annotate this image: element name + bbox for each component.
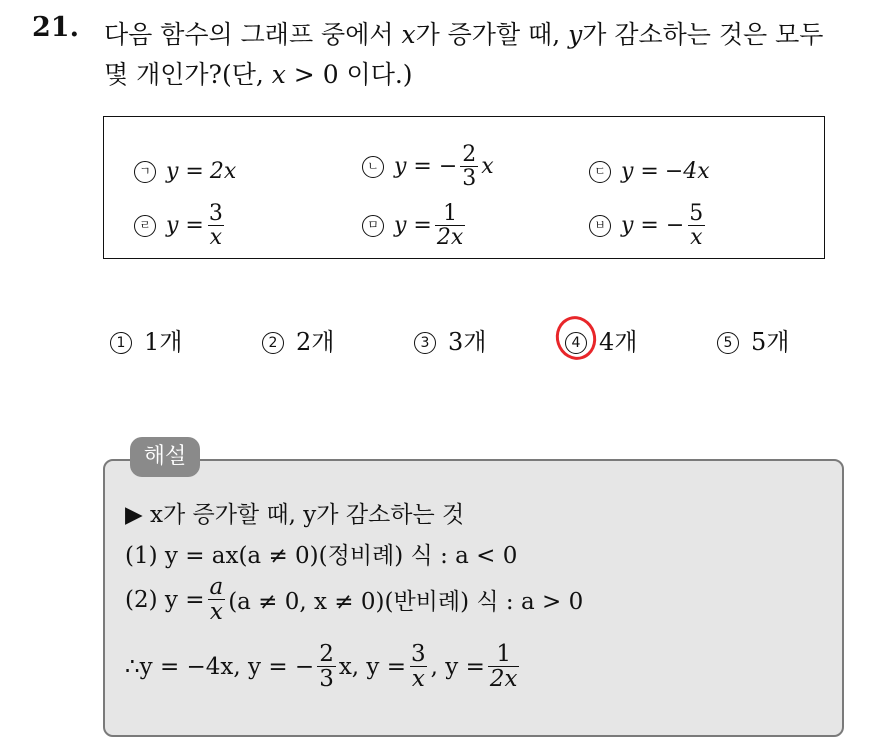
- choice-number: 5: [717, 332, 739, 354]
- numerator: 3: [208, 201, 223, 226]
- fraction: [207, 575, 225, 624]
- fraction: [435, 202, 465, 249]
- option-lhs: y = −: [394, 154, 458, 180]
- denominator: 2x: [436, 225, 464, 251]
- choice-number: 4: [565, 332, 587, 354]
- solution-text: x, y =: [338, 653, 406, 680]
- var-x: x: [401, 20, 416, 49]
- option-marker: ㄹ: [134, 215, 156, 237]
- question-text: 가 증가할 때,: [415, 20, 569, 49]
- option-marker: ㄴ: [362, 156, 384, 178]
- numerator: 2: [462, 142, 477, 167]
- numerator: 3: [411, 641, 426, 667]
- choice-label: 3개: [448, 328, 487, 356]
- option-f: [589, 202, 708, 249]
- denominator: x: [411, 666, 425, 693]
- choice-number: 3: [414, 332, 436, 354]
- denominator: 3: [319, 666, 334, 693]
- option-tail: x: [481, 154, 494, 180]
- option-e: [362, 202, 468, 249]
- choice-3[interactable]: [414, 322, 486, 357]
- choice-1[interactable]: [110, 322, 182, 357]
- option-lhs: y =: [166, 159, 204, 184]
- denominator: 2x: [489, 666, 518, 693]
- fraction: [488, 642, 520, 691]
- fraction: [409, 642, 428, 691]
- option-lhs: y = −: [621, 213, 685, 239]
- choice-5[interactable]: [717, 322, 789, 357]
- fraction: [687, 202, 705, 249]
- option-marker: ㅂ: [589, 215, 611, 237]
- choice-2[interactable]: [262, 322, 334, 357]
- denominator: x: [690, 225, 703, 251]
- option-rhs: −4x: [664, 159, 710, 184]
- question-text: 몇 개인가?(단,: [104, 60, 272, 89]
- solution-text: , y =: [430, 653, 485, 680]
- option-a: [134, 159, 236, 184]
- solution-text: ∴y = −4x, y = −: [125, 653, 315, 680]
- question-text: > 0 이다.): [285, 60, 413, 89]
- solution-line1: ▶ x가 증가할 때, y가 감소하는 것: [125, 502, 465, 528]
- numerator: 1: [443, 201, 458, 226]
- numerator: 1: [496, 641, 511, 667]
- option-lhs: y =: [621, 159, 659, 184]
- numerator: 2: [319, 641, 334, 667]
- option-rhs: 2x: [209, 159, 237, 184]
- solution-line2: (1) y = ax(a ≠ 0)(정비례) 식 : a < 0: [125, 543, 518, 569]
- option-d: [134, 202, 228, 249]
- solution-text: (a ≠ 0, x ≠ 0)(반비례) 식 : a > 0: [228, 589, 584, 616]
- denominator: x: [209, 599, 223, 626]
- question-number: 21.: [32, 12, 79, 43]
- option-lhs: y =: [394, 213, 432, 239]
- solution-tab: 해설: [130, 437, 200, 477]
- solution-text: (2) y =: [125, 586, 205, 613]
- question-text: 다음 함수의 그래프 중에서: [104, 20, 402, 49]
- option-marker: ㄱ: [134, 161, 156, 183]
- choice-label: 5개: [751, 328, 790, 356]
- fraction: [460, 143, 478, 190]
- numerator: 5: [689, 201, 704, 226]
- question-text-line1: [104, 15, 823, 51]
- choice-number: 1: [110, 332, 132, 354]
- options-box: [103, 116, 825, 259]
- solution-line4: [125, 642, 522, 691]
- choice-label: 1개: [144, 328, 183, 356]
- var-x: x: [271, 60, 286, 89]
- choice-label: 4개: [599, 328, 638, 356]
- question-text: 가 감소하는 것은 모두: [582, 20, 824, 49]
- option-b: [362, 143, 494, 190]
- choice-number: 2: [262, 332, 284, 354]
- question-text-line2: [104, 55, 413, 91]
- denominator: 3: [462, 166, 477, 192]
- numerator: a: [209, 574, 224, 600]
- choice-label: 2개: [296, 328, 335, 356]
- solution-line3: [125, 575, 583, 624]
- option-marker: ㄷ: [589, 161, 611, 183]
- fraction: [207, 202, 225, 249]
- denominator: x: [209, 225, 223, 251]
- option-marker: ㅁ: [362, 215, 384, 237]
- var-y: y: [568, 20, 583, 49]
- option-c: [589, 159, 710, 184]
- option-lhs: y =: [166, 213, 204, 239]
- fraction: [317, 642, 336, 691]
